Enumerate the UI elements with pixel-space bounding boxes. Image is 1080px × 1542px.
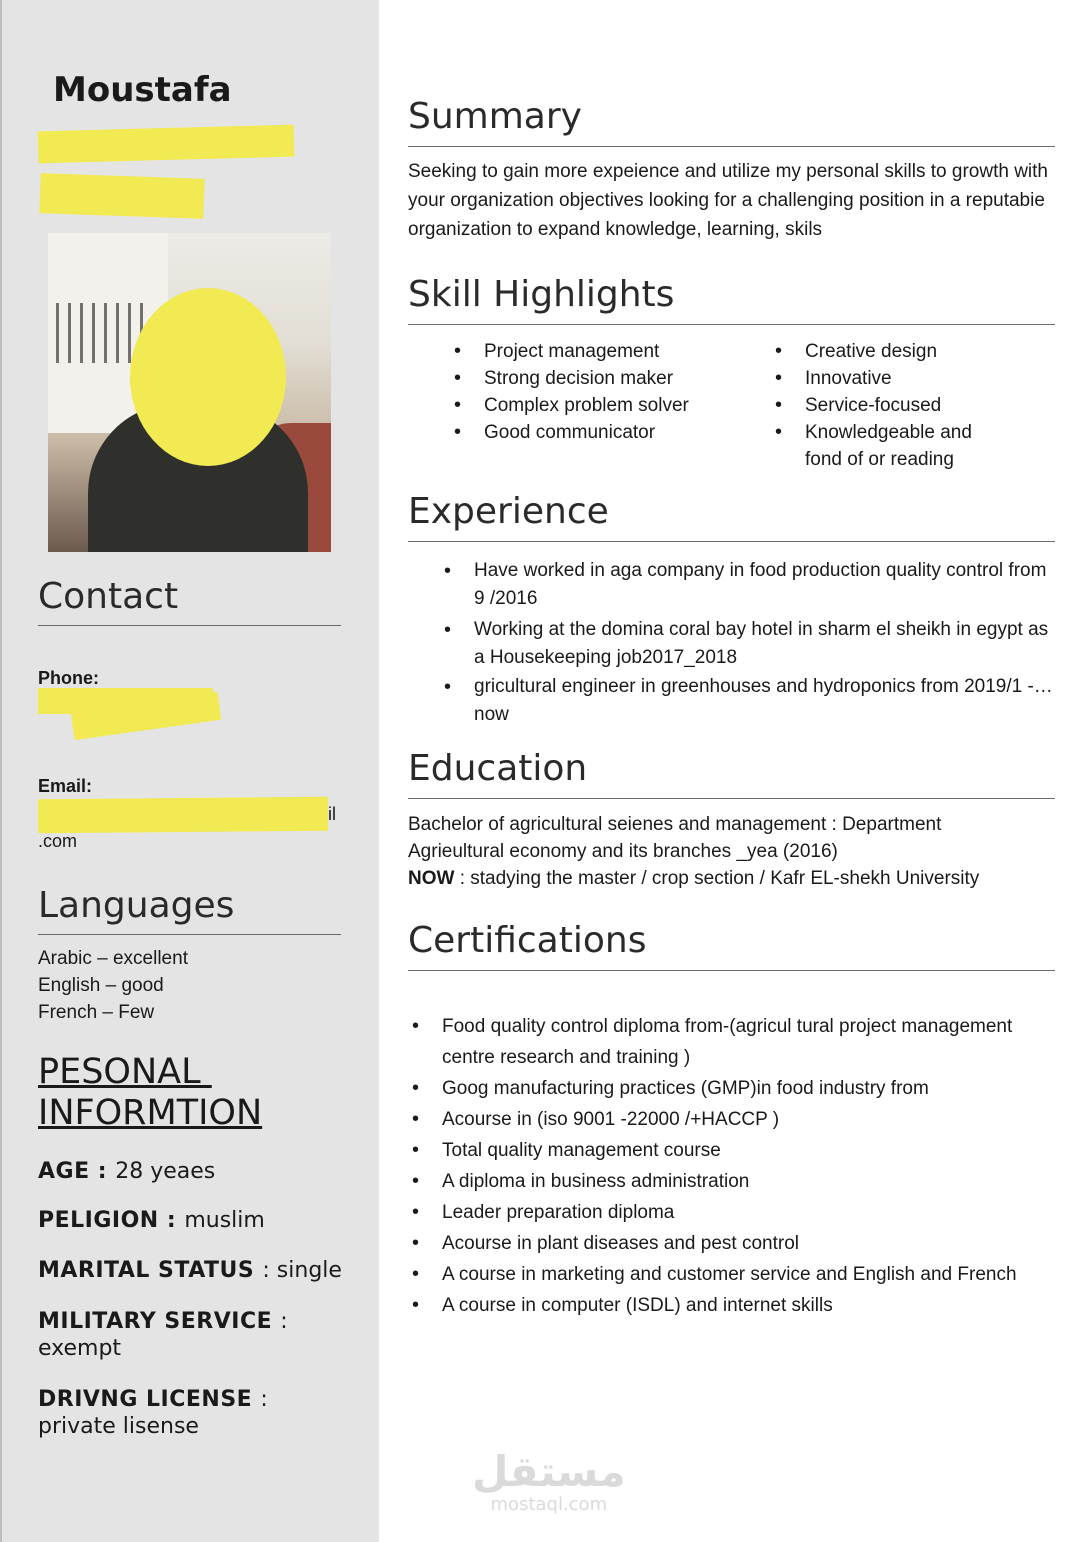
language-item: English – good — [38, 975, 164, 996]
redaction-name-2 — [39, 173, 204, 219]
list-item: • Creative design — [805, 338, 1005, 365]
phone-label: Phone: — [38, 668, 99, 688]
education-title: Education — [408, 748, 1055, 799]
list-item: • Total quality management course — [442, 1135, 1052, 1166]
redaction-email — [38, 797, 328, 834]
list-item: • A course in marketing and customer service and English and French — [442, 1259, 1052, 1290]
email-label: Email: — [38, 776, 93, 796]
education-text — [408, 811, 1058, 892]
age-label: AGE : — [38, 1159, 116, 1184]
military-row — [38, 1308, 288, 1362]
languages-title: Languages — [38, 885, 341, 935]
religion-row — [38, 1207, 265, 1234]
list-item: • Acourse in plant diseases and pest control — [442, 1228, 1052, 1259]
certifications-list — [442, 1011, 1052, 1321]
list-item: • Acourse in (iso 9001 -22000 /+HACCP ) — [442, 1104, 1052, 1135]
skills-title: Skill Highlights — [408, 274, 1055, 325]
military-colon: : — [280, 1309, 288, 1334]
skills-right-list — [805, 338, 1005, 473]
list-item: • Good communicator — [484, 419, 764, 446]
list-item: • Project management — [484, 338, 764, 365]
military-value: exempt — [38, 1336, 122, 1361]
experience-title: Experience — [408, 491, 1055, 542]
marital-label: MARITAL STATUS — [38, 1258, 263, 1283]
personal-title-line1: PESONAL — [38, 1052, 212, 1092]
watermark-latin: mostaql.com — [490, 1494, 608, 1515]
list-item: • Leader preparation diploma — [442, 1197, 1052, 1228]
list-item: • A diploma in business administration — [442, 1166, 1052, 1197]
list-item: • Working at the domina coral bay hotel in sharm el sheikh in egypt as a Housekeeping job2017_2018 — [474, 616, 1054, 672]
watermark-arabic: مستقل — [472, 1447, 626, 1496]
personal-title-line2: INFORMTION — [38, 1093, 263, 1133]
list-item: • Food quality control diploma from-(agricul tural project management centre research and training ) — [442, 1011, 1052, 1073]
contact-title: Contact — [38, 576, 341, 626]
language-item: Arabic – excellent — [38, 948, 188, 969]
education-line-2: Agrieultural economy and its branches _yea (2016) — [408, 841, 838, 862]
experience-list — [474, 557, 1054, 729]
military-label: MILITARY SERVICE — [38, 1309, 281, 1334]
license-value: private lisense — [38, 1414, 199, 1439]
summary-text: Seeking to gain more expeience and utilize my personal skills to growth with your organization objectives looking for a challenging position in a reputabie organization to expand knowledge, learning, skils — [408, 161, 1048, 240]
mostaql-watermark — [472, 1447, 626, 1515]
list-item: • Strong decision maker — [484, 365, 764, 392]
age-row — [38, 1158, 215, 1185]
candidate-name: Moustafa — [53, 70, 232, 110]
list-item: • gricultural engineer in greenhouses and hydroponics from 2019/1 -…now — [474, 673, 1054, 729]
list-item: • Innovative — [805, 365, 1005, 392]
marital-row — [38, 1257, 342, 1284]
language-item: French – Few — [38, 1002, 155, 1023]
redaction-face — [130, 288, 286, 466]
education-line-3-rest: : stadying the master / crop section / Kafr EL-shekh University — [454, 868, 980, 889]
education-line-3 — [408, 865, 1058, 892]
languages-list — [38, 945, 188, 1026]
skills-left-list — [484, 338, 764, 446]
certifications-title: Certifications — [408, 920, 1055, 971]
marital-value: : single — [262, 1258, 342, 1283]
list-item: • Service-focused — [805, 392, 1005, 419]
education-line-1: Bachelor of agricultural seienes and management : Department — [408, 814, 942, 835]
summary-title: Summary — [408, 96, 1055, 147]
list-item: • Knowledgeable and fond of or reading — [805, 419, 1005, 473]
license-row — [38, 1386, 268, 1440]
license-colon: : — [260, 1387, 268, 1412]
personal-info-title — [38, 1052, 262, 1134]
list-item: • Goog manufacturing practices (GMP)in food industry from — [442, 1073, 1052, 1104]
education-now: NOW — [408, 868, 455, 889]
list-item: • Complex problem solver — [484, 392, 764, 419]
email-tail: il — [328, 804, 336, 824]
religion-value: muslim — [184, 1208, 265, 1233]
age-value: 28 yeaes — [115, 1159, 216, 1184]
email-tail-2: .com — [38, 831, 78, 851]
religion-label: PELIGION : — [38, 1208, 185, 1233]
redaction-name-1 — [38, 125, 295, 164]
license-label: DRIVNG LICENSE — [38, 1387, 261, 1412]
list-item: • Have worked in aga company in food production quality control from 9 /2016 — [474, 557, 1054, 613]
profile-photo — [48, 233, 331, 552]
list-item: • A course in computer (ISDL) and internet skills — [442, 1290, 1052, 1321]
